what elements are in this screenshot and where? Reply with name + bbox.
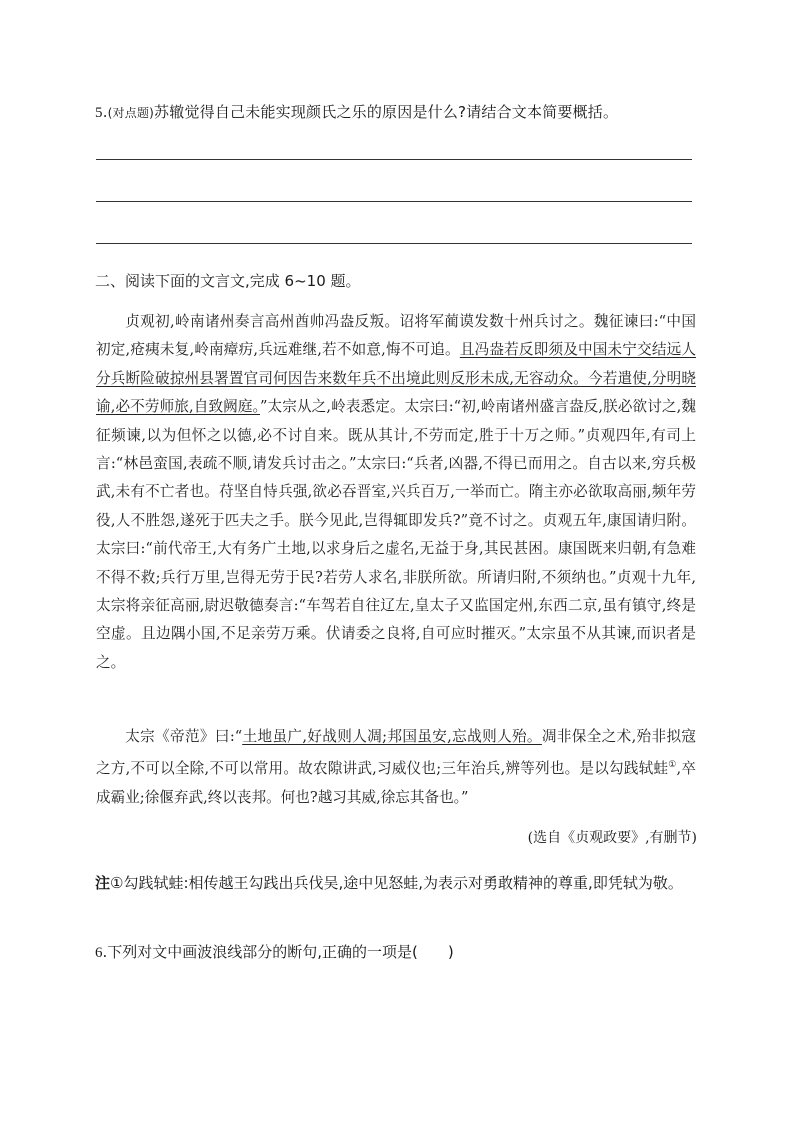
- passage-text: ,卒成霸业;徐偃弃武,终以丧邦。何也?越习其威,徐忘其备也。”: [96, 760, 696, 806]
- footnote-marker: ①: [668, 760, 677, 771]
- question-tag: (对点题): [107, 106, 155, 120]
- passage-text: ”太宗从之,岭表悉定。太宗曰:“初,岭南诸州盛言盎反,朕必欲讨之,魏征频谏,以为但怀之以德,必不讨自来。既从其计,不劳而定,胜于十万之师。”贞观四年,有司上言:“林邑蛮国,表疏不顺,请发兵讨击之。”太宗曰:“兵者,凶器,不得已而用之。自古以来,穷兵极武,未有不亡者也。苻坚自恃兵强,欲必吞晋室,兴兵百万,一举而亡。隋主亦必欲取高丽,频年劳役,人不胜怨,遂死于匹夫之手。朕今见此,岂得辄即发兵?”竟不讨之。贞观五年,康国请归附。太宗曰:“前代帝王,大有务广土地,以求身后之虚名,无益于身,其民甚困。康国既来归朝,有急难不得不救;兵行万里,岂得无劳于民?若劳人求名,非朕所欲。所请归附,不须纳也。”贞观十九年,太宗将亲征高丽,尉迟敬德奏言:“车驾若自往辽左,皇太子又监国定州,东西二京,虽有镇守,终是空虚。且边隅小国,不足亲劳万乘。伏请委之良将,自可应时摧灭。”太宗虽不从其谏,而识者是之。: [96, 398, 696, 671]
- source-citation: (选自《贞观政要》,有删节): [527, 830, 697, 846]
- note-text: ①勾践轼蛙:相传越王勾践出兵伐吴,途中见怒蛙,为表示对勇敢精神的尊重,即凭轼为敬。: [110, 874, 683, 892]
- section-heading: 二、阅读下面的文言文,完成 6~10 题。: [95, 272, 361, 290]
- question-number-dot: .: [102, 943, 108, 961]
- question-number-dot: .: [102, 103, 108, 121]
- answer-line-1[interactable]: [96, 159, 692, 160]
- footnote: [95, 868, 701, 899]
- question-text: 下列对文中画波浪线部分的断句,正确的一项是(: [107, 943, 418, 961]
- question-number: 6: [95, 945, 103, 961]
- answer-line-3[interactable]: [96, 243, 692, 244]
- answer-line-2[interactable]: [96, 201, 692, 202]
- wavy-underlined-text: 土地虽广,好战则人凋;邦国虽安,忘战则人殆。: [242, 728, 542, 745]
- passage-text: 凋非保全之术,殆非拟寇之方,不可以全除,不可以常用。故农隙讲武,习威仪也;三年治兵,辨等列也。是以勾践轼蛙: [96, 728, 697, 778]
- passage-text: 太宗《帝范》曰:“: [125, 728, 243, 745]
- question-close-paren: ): [447, 943, 454, 961]
- wavy-underlined-text: 且冯盎若反即须及中国未宁交结远人分兵断险破掠州县署置官司何因告来数年兵不出境此则反形未成,无容动众。: [96, 341, 696, 387]
- question-5: [95, 101, 618, 122]
- question-6: [95, 941, 454, 962]
- wavy-underlined-text: 今若遣使,分明晓谕,必不劳师旅,自致阙庭。: [96, 369, 696, 416]
- question-number: 5: [95, 105, 103, 121]
- passage-paragraph-2: [96, 723, 696, 812]
- question-text: 苏辙觉得自己未能实现颜氏之乐的原因是什么?请结合文本简要概括。: [154, 103, 619, 121]
- note-label: 注: [95, 874, 111, 892]
- passage-text: 贞观初,岭南诸州奏言高州酋帅冯盎反叛。诏将军蔺谟发数十州兵讨之。魏征谏曰:“中国初定,疮痍未复,岭南瘴疠,兵远难继,若不如意,悔不可追。: [96, 313, 696, 359]
- passage-paragraph-1: [96, 308, 696, 677]
